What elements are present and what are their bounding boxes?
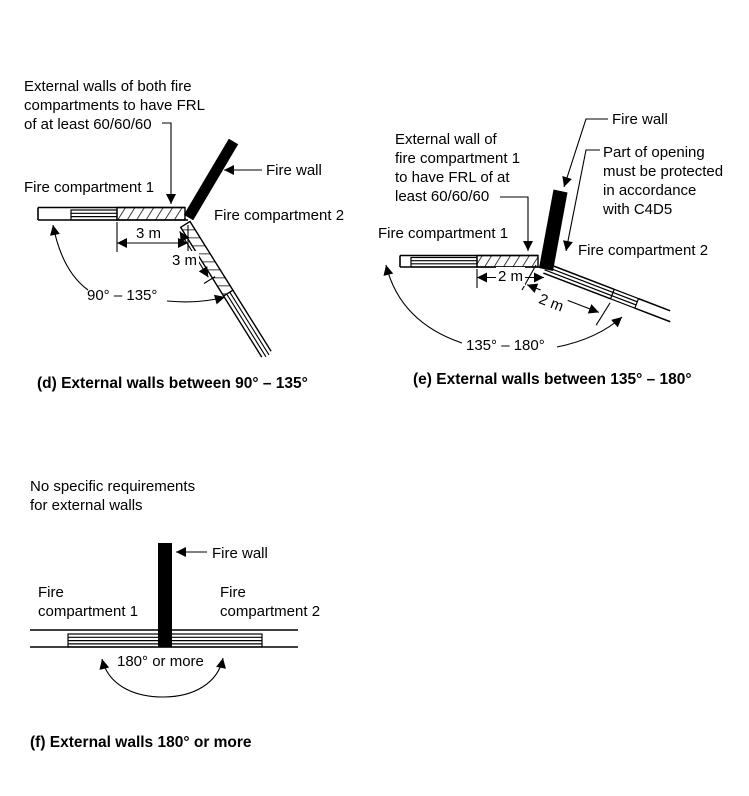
d-note-line-1: External walls of both fire (24, 78, 192, 95)
e-fire-wall-leader (564, 119, 608, 187)
f-fire-compartment-1-line-1: Fire (38, 584, 64, 601)
d-fire-compartment-1-label: Fire compartment 1 (24, 179, 155, 196)
f-fire-compartment-2-line-2: compartment 2 (220, 603, 321, 620)
e-caption: (e) External walls between 135° – 180° (413, 371, 692, 388)
e-frl-note-line-2: fire compartment 1 (395, 150, 521, 167)
diagram-d-linework (38, 123, 272, 364)
f-angle-label: 180° or more (117, 653, 204, 670)
e-opening-note-line-3: in accordance (603, 182, 697, 199)
e-fire-compartment-1-label: Fire compartment 1 (378, 225, 509, 242)
e-fire-wall-label: Fire wall (612, 111, 668, 128)
e-wall-hatched-section (477, 256, 538, 268)
d-dim-top-label: 3 m (136, 225, 162, 242)
f-note-line-1: No specific requirements (30, 478, 196, 495)
e-angle-label: 135° – 180° (466, 337, 545, 354)
f-fire-wall-bar (158, 543, 172, 647)
e-dim-top-label: 2 m (498, 268, 524, 285)
d-caption: (d) External walls between 90° – 135° (37, 375, 308, 392)
d-angle-label: 90° – 135° (87, 287, 158, 304)
d-fire-wall-label: Fire wall (266, 162, 322, 179)
d-wall-striped-section (71, 210, 117, 220)
e-opening-note-line-2: must be protected (603, 163, 724, 180)
f-fire-wall-label: Fire wall (212, 545, 268, 562)
e-dim-side-label: 2 m (534, 289, 568, 317)
e-opening-note-line-1: Part of opening (603, 144, 705, 161)
d-note-leader (162, 123, 171, 204)
d-dim-side-label: 3 m (172, 252, 198, 269)
e-fire-wall-bar (539, 190, 568, 272)
f-caption: (f) External walls 180° or more (30, 734, 252, 751)
f-fire-compartment-1-line-2: compartment 1 (38, 603, 139, 620)
e-frl-note-line-3: to have FRL of at (395, 169, 510, 186)
e-frl-note-line-1: External wall of (395, 131, 497, 148)
d-note-line-3: of at least 60/60/60 (24, 116, 152, 133)
f-note-line-2: for external walls (30, 497, 143, 514)
e-wall-striped-section (411, 258, 477, 268)
e-frl-note-line-4: least 60/60/60 (395, 188, 490, 205)
f-fire-compartment-2-line-1: Fire (220, 584, 246, 601)
d-wall-hatched-section (117, 208, 185, 221)
e-fire-compartment-2-label: Fire compartment 2 (578, 242, 709, 259)
e-opening-note-line-4: with C4D5 (603, 201, 673, 218)
d-note-line-2: compartments to have FRL (24, 97, 205, 114)
d-fire-compartment-2-label: Fire compartment 2 (214, 207, 345, 224)
